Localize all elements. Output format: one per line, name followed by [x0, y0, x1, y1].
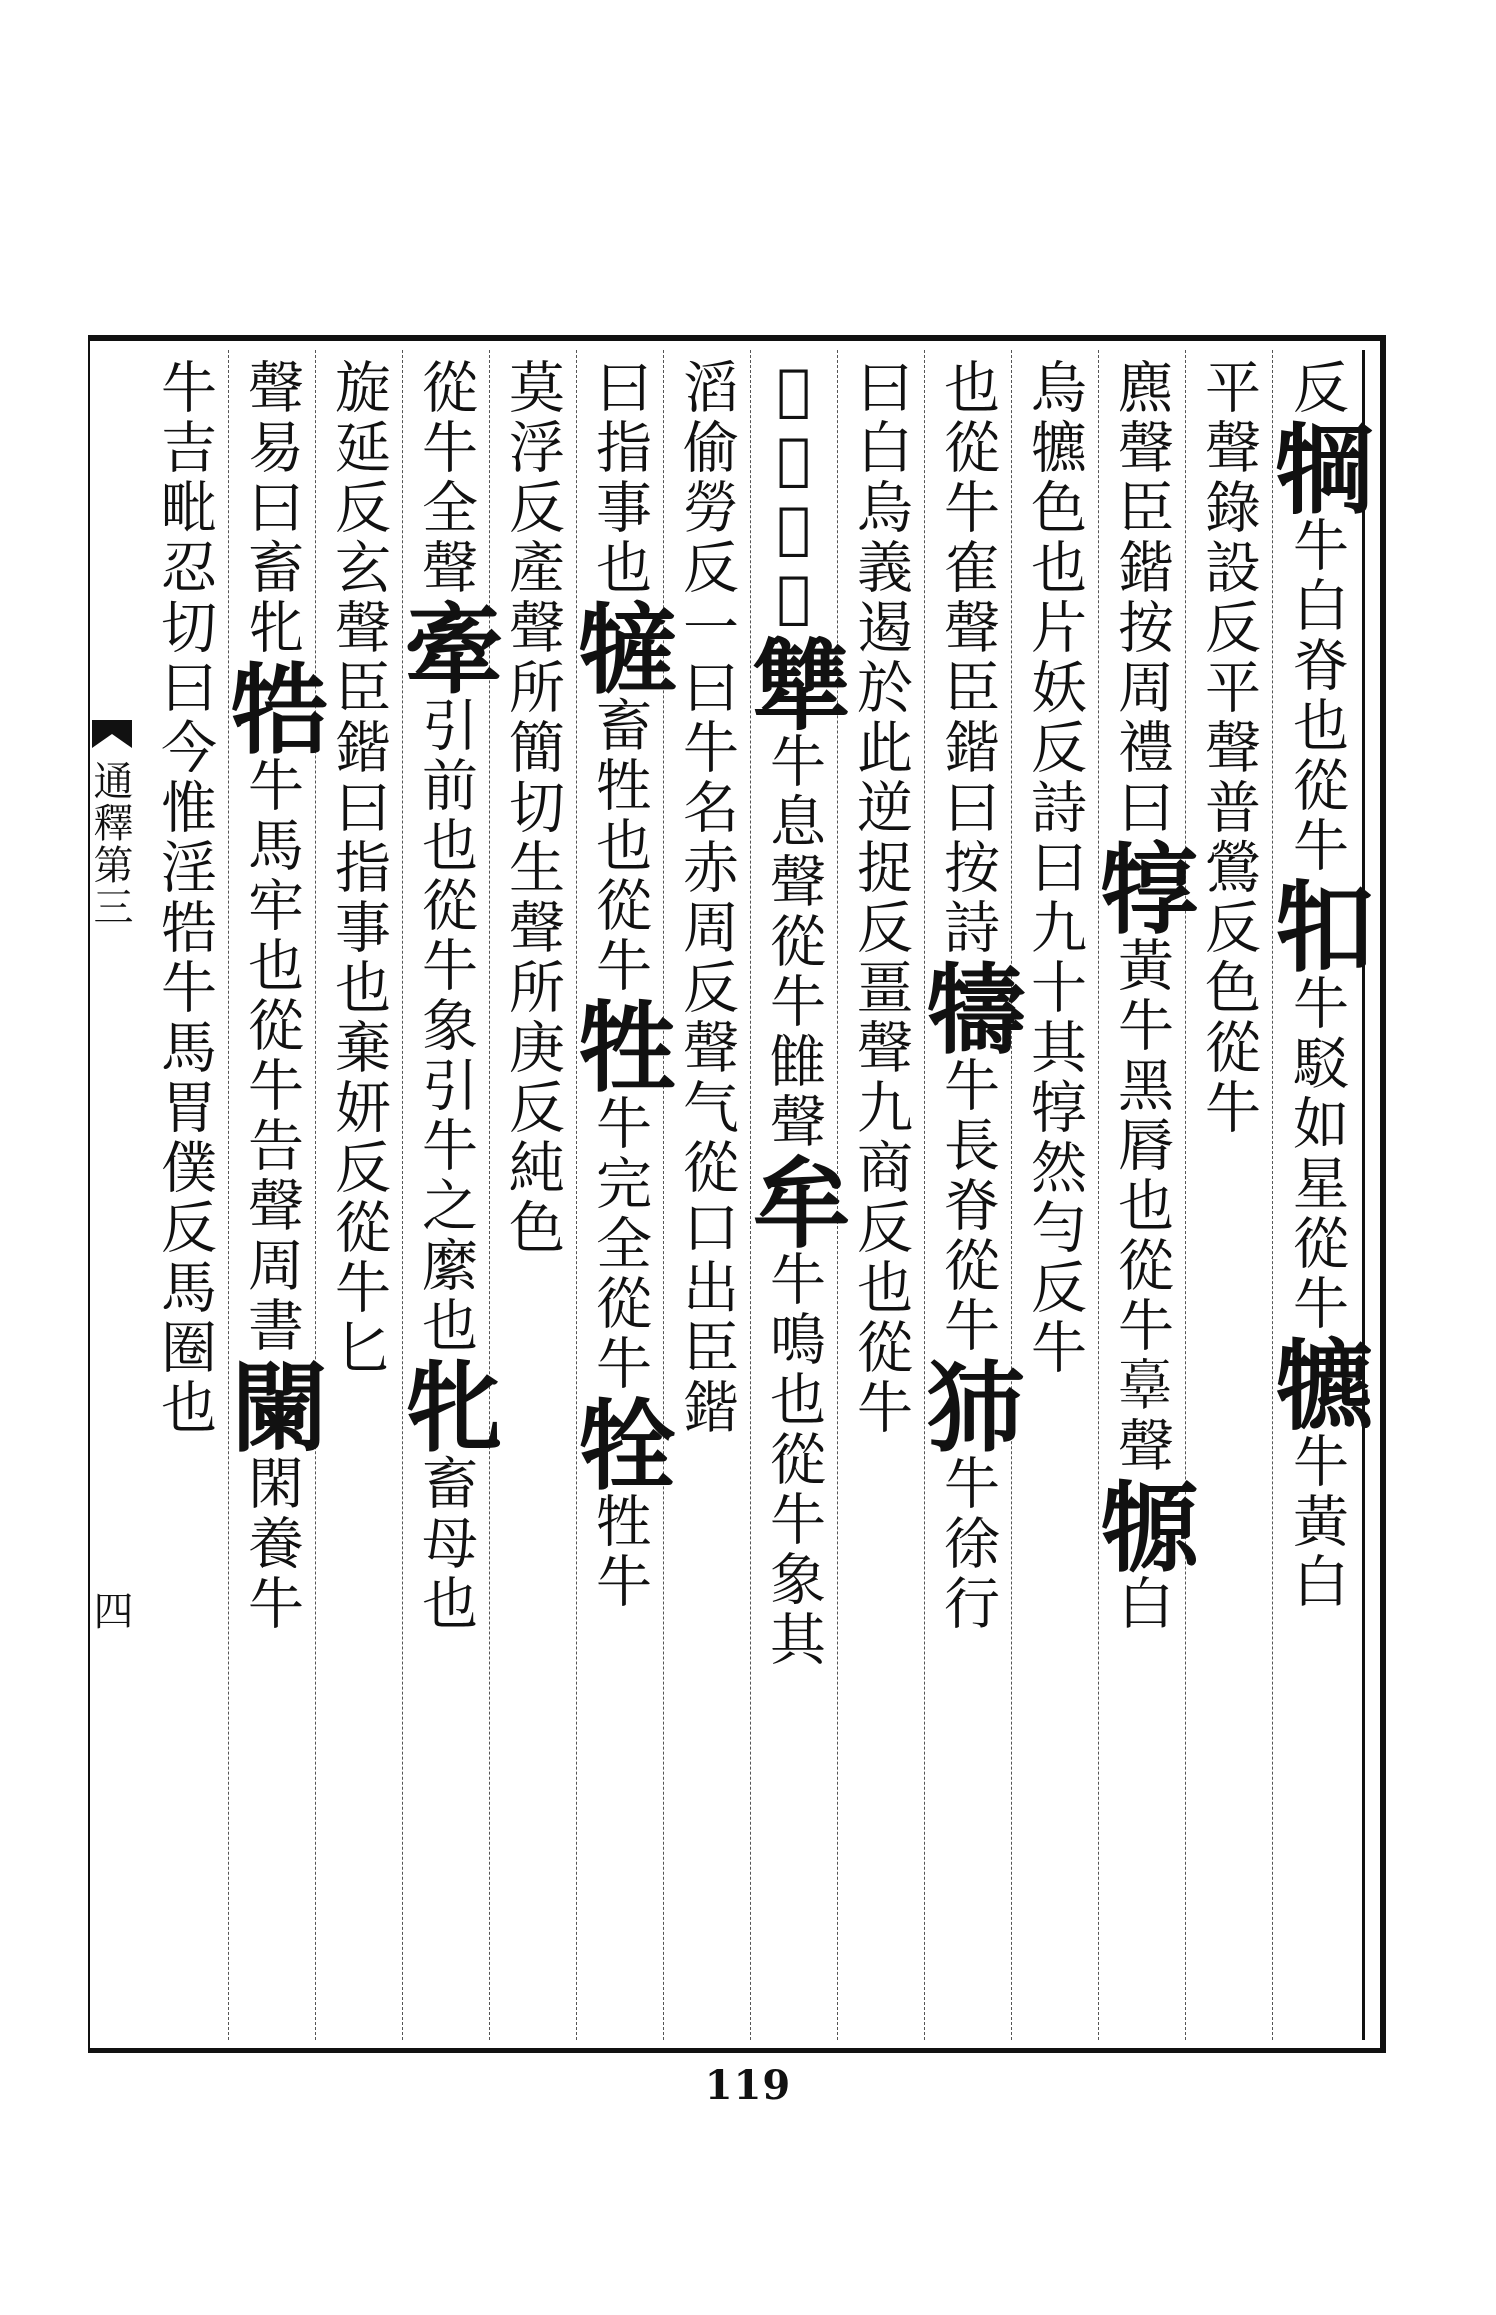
- seal-character: 犨: [736, 634, 851, 732]
- seal-character: 㹌: [562, 598, 677, 696]
- seal-character: 犅: [1259, 418, 1374, 516]
- column-text: 純色: [500, 1138, 565, 1258]
- column-text: 烏犥色也片妖反: [1022, 358, 1087, 778]
- column-text: 牛完全從牛: [587, 1094, 652, 1394]
- column-text: 牲牛: [587, 1492, 652, 1612]
- seal-character: 𤘘: [1259, 876, 1374, 974]
- seal-character: 犻: [910, 1356, 1025, 1454]
- column-text: 莫浮反: [500, 358, 565, 538]
- seal-character: 犉: [1084, 838, 1199, 936]
- column-text: 平聲錄設反: [1196, 358, 1261, 658]
- column-text: 曰白烏義遏於此逆捉反: [848, 358, 913, 958]
- column-text: 牛息聲從牛雔聲: [761, 732, 826, 1152]
- text-column: [562, 350, 677, 2040]
- seal-character: 犥: [1259, 1334, 1374, 1432]
- column-text: 牛長脊從牛: [935, 1056, 1000, 1356]
- text-column: [1186, 350, 1273, 2040]
- seal-character: 闌: [214, 1356, 329, 1454]
- column-text: 麃聲臣鍇按周禮曰: [1109, 358, 1174, 838]
- column-text: 生聲所庚反: [500, 838, 565, 1138]
- column-text: 閑養牛: [239, 1454, 304, 1634]
- column-text: 旋延反: [326, 358, 391, 538]
- column-text: 色從牛: [1196, 958, 1261, 1138]
- column-text: 從牛全聲: [413, 358, 478, 598]
- column-text: 一曰牛名赤周反: [674, 598, 739, 1018]
- column-text: 從牛匕: [326, 1198, 391, 1378]
- text-column: [838, 350, 925, 2040]
- text-column: [1012, 350, 1099, 2040]
- column-text: 引前也從牛象引牛之縻也: [413, 696, 478, 1356]
- seal-character: 㹉: [1084, 1476, 1199, 1574]
- margin-folio: 四: [87, 1590, 133, 1630]
- column-text: 畺聲九商反: [848, 958, 913, 1258]
- column-text: 牛吉毗忍切: [152, 358, 217, 658]
- column-text: 畜母也: [413, 1454, 478, 1634]
- column-text: 牛馬牢也從牛告聲周書: [239, 756, 304, 1356]
- text-column: [910, 350, 1025, 2040]
- column-text: 曰今惟淫牿牛馬胃僕反: [152, 658, 217, 1258]
- column-text: 白: [1109, 1574, 1174, 1634]
- seal-character: 牝: [388, 1356, 503, 1454]
- column-text: 牛黃白: [1284, 1432, 1349, 1612]
- page-number: 119: [704, 2062, 792, 2109]
- column-text: 牛: [1022, 1318, 1087, 1378]
- text-columns: [140, 350, 1374, 2040]
- column-text: 馬圈也: [152, 1258, 217, 1438]
- column-text: 滔偷勞反: [674, 358, 739, 598]
- column-text: 平聲普鶯反: [1196, 658, 1261, 958]
- column-text: 牛鳴也從牛象其: [761, 1250, 826, 1670]
- text-column: [388, 350, 503, 2040]
- column-text: 牛駁如星從牛: [1284, 974, 1349, 1334]
- seal-character: 牲: [562, 996, 677, 1094]
- column-text: 聲易曰畜牝: [239, 358, 304, 658]
- margin-title: 通釋第三: [87, 760, 133, 928]
- text-column: [736, 350, 851, 2040]
- inner-border-line: [1362, 350, 1365, 2040]
- column-text: 牛白脊也從牛: [1284, 516, 1349, 876]
- column-text: 曰指事也: [587, 358, 652, 598]
- column-text: 反: [1284, 358, 1349, 418]
- seal-character: 牷: [562, 1394, 677, 1492]
- text-column: [214, 350, 329, 2040]
- column-text: 詩曰九十其犉然勻反: [1022, 778, 1087, 1318]
- seal-character: 牟: [736, 1152, 851, 1250]
- column-text: 產聲所簡切: [500, 538, 565, 838]
- column-text: 𡕥聲讀若: [761, 358, 826, 634]
- text-column: [1084, 350, 1199, 2040]
- column-text: 也從牛隺聲臣鍇曰按詩: [935, 358, 1000, 958]
- seal-character: 㹗: [910, 958, 1025, 1056]
- column-text: 聲气從口出臣鍇: [674, 1018, 739, 1438]
- text-column: [1259, 350, 1374, 2040]
- column-text: 玄聲臣鍇曰指事也棄妍反: [326, 538, 391, 1198]
- fishtail-mark-icon: [92, 720, 132, 748]
- column-text: 畜牲也從牛: [587, 696, 652, 996]
- seal-character: 牽: [388, 598, 503, 696]
- column-text: 也從牛: [848, 1258, 913, 1438]
- seal-character: 牿: [214, 658, 329, 756]
- column-text: 黃牛黑脣也從牛𦎧聲: [1109, 936, 1174, 1476]
- column-text: 牛徐行: [935, 1454, 1000, 1634]
- text-column: [142, 350, 229, 2040]
